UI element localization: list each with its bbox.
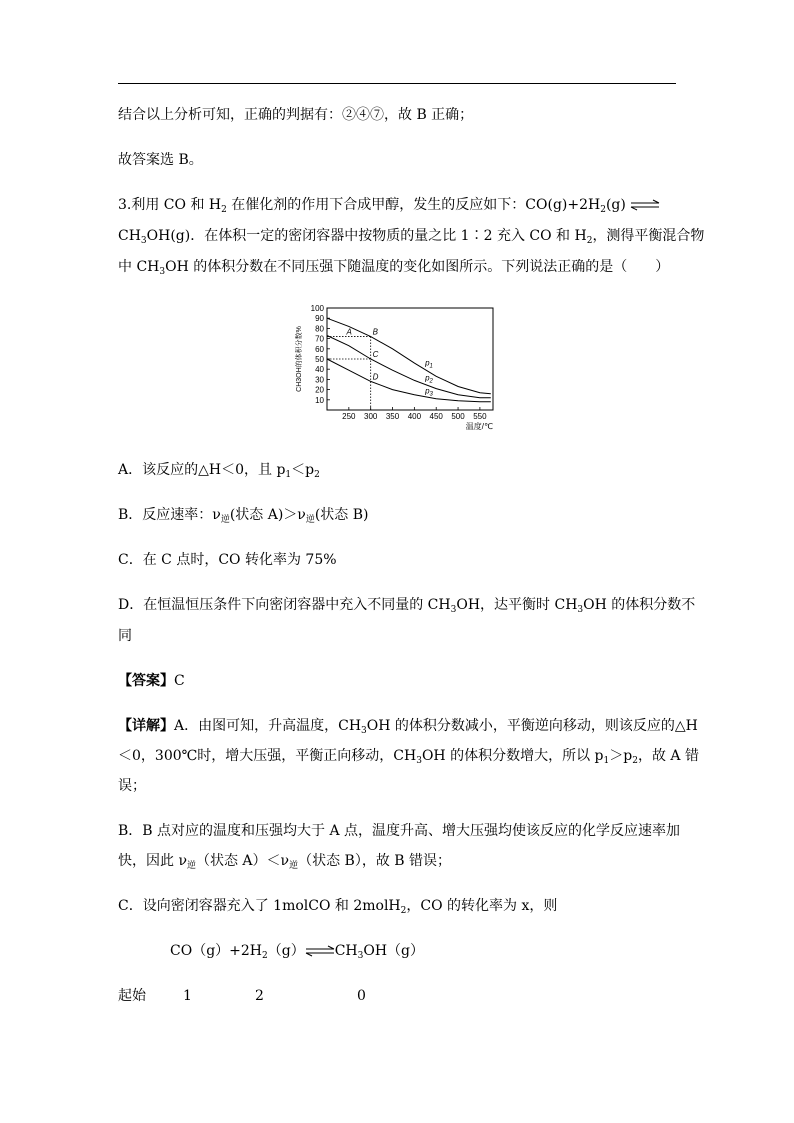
initial-co: 1 — [183, 988, 192, 1004]
y-tick-label: 60 — [315, 344, 324, 354]
option-a: A．该反应的△H＜0，且 $p_1<p_2$ — [118, 462, 320, 480]
y-tick-label: 80 — [315, 324, 324, 334]
x-tick-label: 400 — [407, 412, 422, 421]
x-axis-label: 温度/℃ — [465, 422, 493, 431]
x-tick-label: 500 — [451, 412, 465, 421]
y-tick-label: 100 — [310, 304, 324, 313]
detail-line-6: C．设向密闭容器充入了 1molCO 和 2molH$_2$，CO 的转化率为 x，则 — [118, 898, 558, 916]
x-tick-label: 550 — [473, 412, 487, 421]
reversible-arrow-icon — [305, 945, 335, 957]
point-label-d: D — [372, 372, 379, 382]
x-tick-label: 350 — [385, 412, 400, 421]
reaction-equation: $CO(g)+2H_2(g)$ $CH_3OH(g)$ — [170, 943, 425, 961]
curve-label-p1: $p_1$ — [425, 358, 433, 370]
curve-label-p2: $p_2$ — [425, 373, 433, 385]
y-tick-label: 20 — [315, 385, 324, 395]
question-line-1: 3.利用 CO 和 $H_2$ 在催化剂的作用下合成甲醇，发生的反应如下：$CO(g)+2H_2(g)$ — [118, 195, 660, 215]
detail-line-4: B．B 点对应的温度和压强均大于 A 点，温度升高、增大压强均使该反应的化学反应速率加 — [118, 823, 681, 839]
option-d-line-1: D．在恒温恒压条件下向密闭容器中充入不同量的 $CH_3OH$，达平衡时 $CH_3OH$ 的体积分数不 — [118, 597, 696, 615]
detail-line-3: 误； — [118, 778, 146, 794]
answer-line — [118, 671, 185, 691]
initial-row-label: 起始 — [118, 988, 146, 1004]
text-line-conclusion: 结合以上分析可知，正确的判据有：②④⑦，故 B 正确； — [118, 107, 474, 123]
detail-label: 【详解】 — [118, 718, 174, 734]
detail-line-1: 【详解】A．由图可知，升高温度，$CH_3OH$ 的体积分数减小，平衡逆向移动，则该反应的△H — [118, 718, 698, 736]
y-tick-label: 70 — [315, 334, 324, 344]
x-tick-label: 450 — [429, 412, 443, 421]
option-b: B．反应速率：$\nu_逆$(状态 $A)>\nu_逆$(状态 B) — [118, 507, 369, 525]
header-rule — [118, 83, 676, 84]
initial-ch3oh: 0 — [357, 988, 366, 1004]
y-tick-label: 30 — [315, 375, 324, 385]
curve-label-p3: $p_3$ — [425, 386, 433, 398]
detail-line-2: ＜0，300℃时，增大压强，平衡正向移动，$CH_3OH$ 的体积分数增大，所以 $p_1>p_2$，故 A 错 — [118, 748, 699, 766]
x-tick-label: 300 — [364, 412, 378, 421]
option-c: C．在 C 点时，CO 转化率为 75% — [118, 552, 337, 568]
question-line-2: $CH_3OH(g)$．在体积一定的密闭容器中按物质的量之比 1∶2 充入 CO 和 $H_2$，测得平衡混合物 — [118, 228, 705, 246]
text-line-answer-choice: 故答案选 B。 — [118, 152, 203, 168]
point-label-c: C — [372, 350, 379, 359]
answer-value: C — [174, 673, 185, 689]
question-line-3: 中 $CH_3OH$ 的体积分数在不同压强下随温度的变化如图所示。下列说法正确的是（ ） — [118, 259, 670, 277]
option-d-line-2: 同 — [118, 628, 132, 644]
y-tick-label: 50 — [315, 355, 324, 364]
reversible-arrow-icon — [630, 199, 660, 211]
detail-line-5: 快，因此 $\nu_逆$（状态 $A)<\nu_逆$（状态 B），故 B 错误； — [118, 853, 452, 871]
answer-label: 【答案】 — [118, 673, 174, 689]
ch3oh-volume-fraction-chart — [293, 300, 499, 432]
point-label-a: A — [346, 327, 352, 337]
y-tick-label: 40 — [315, 365, 324, 375]
point-label-b: B — [372, 327, 379, 337]
y-tick-label: 90 — [315, 314, 324, 324]
initial-h2: 2 — [255, 988, 264, 1004]
y-tick-label: 10 — [315, 395, 324, 405]
x-tick-label: 250 — [342, 412, 356, 421]
y-axis-label: CH3OH的体积分数% — [296, 326, 303, 392]
